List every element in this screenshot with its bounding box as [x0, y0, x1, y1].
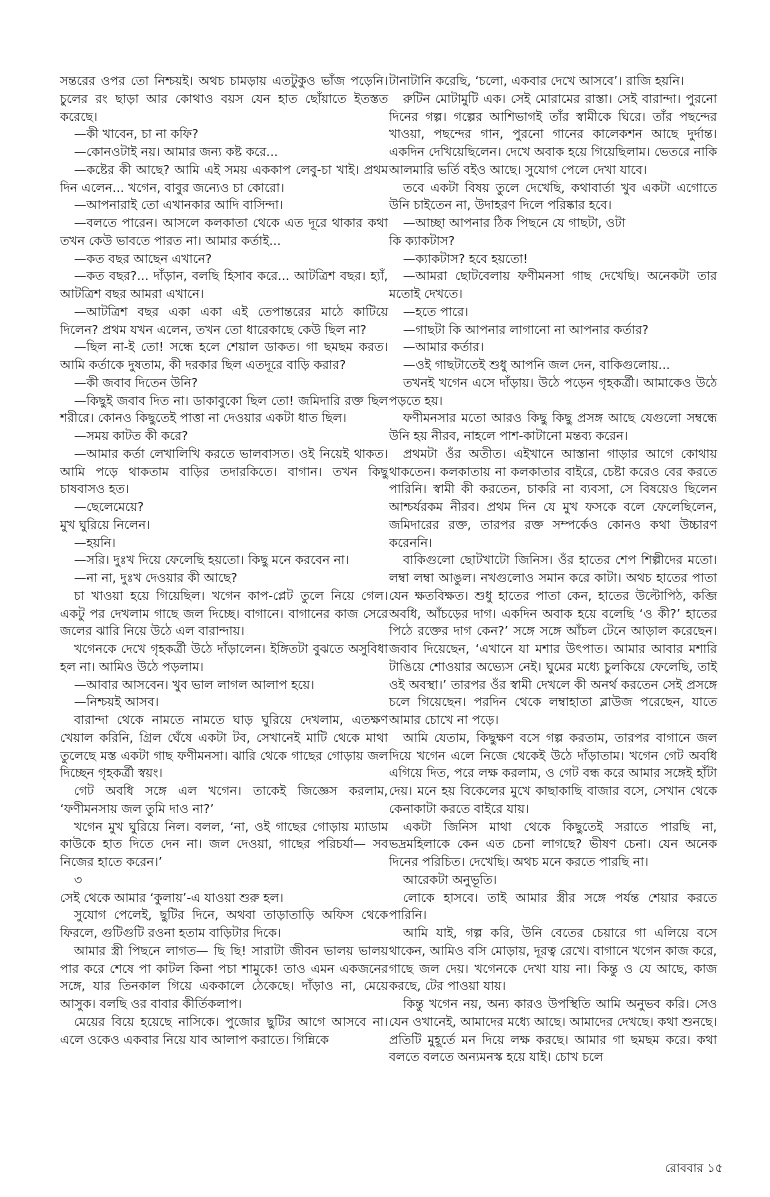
dialogue-line: —হয়নি। [74, 534, 116, 550]
paragraph: তখনই খগেন এসে দাঁড়ায়। উঠে পড়েন গৃহকর্ত্রী। আমাকেও উঠে পড়তে হয়। [389, 374, 717, 408]
dialogue-line: —কিছুই জবাব দিত না। ডাকাবুকো ছিল তো! জমিদারি রক্ত ছিল শরীরে। কোনও কিছুতেই পাত্তা না দেওয়ার একটা ধাত ছিল। [60, 392, 388, 426]
paragraph: খগেনকে দেখে গৃহকর্ত্রী উঠে দাঁড়ালেন। ইঙ্গিতটা বুঝতে অসুবিধা হল না। আমিও উঠে পড়লাম। [60, 641, 388, 674]
dialogue-line: —বলতে পারেন। আসলে কলকাতা থেকে এত দূরে থাকার কথা তখন কেউ ভাবতে পারত না। আমার কর্তাই... [60, 215, 388, 248]
dialogue-line: —গাছটা কি আপনার লাগানো না আপনার কর্তার? [403, 321, 649, 337]
dialogue-line: —হতে পারে। [403, 303, 469, 319]
dialogue-line: —কী খাবেন, চা না কফি? [74, 126, 199, 142]
dialogue-line: —আপনারাই তো এখানকার আদি বাসিন্দা। [74, 197, 284, 213]
paragraph: কিন্তু খগেন নয়, অন্য কারও উপস্থিতি আমি অনুভব করি। সেও যেন ওখানেই, আমাদের মধ্যে আছে। আমাদের দেখছে। কথা শুনছে। প্রতিটি মুহূর্তে মন দিয়ে লক্ষ করছে। আমার গা ছমছম করে। কথা বলতে বলতে অন্যমনস্ক হয়ে যাই। চোখ চলে [389, 996, 717, 1065]
dialogue-line: —ক্যাকটাস? হবে হয়তো! [403, 250, 528, 266]
dialogue-line: —আমার কর্তা লেখালিখি করতে ভালবাসত। ওই নিয়েই থাকত। আমি পড়ে থাকতাম বাড়ির তদারকিতে। বাগান। তখন কিছু চাষবাসও হত। [60, 445, 388, 497]
left-column [60, 72, 388, 1048]
paragraph: আরেকটা অনুভূতি। [403, 871, 497, 887]
paragraph: মেয়ের বিয়ে হয়েছে নাসিকে। পুজোর ছুটির আগে আসবে না। এলে ওকেও একবার নিয়ে যাব আলাপ করাতে। গিন্নিকে [60, 1013, 388, 1047]
paragraph: একটা জিনিস মাথা থেকে কিছুতেই সরাতে পারছি না, ভদ্রমহিলাকে কেন এত চেনা লাগছে? ভীষণ চেনা। যেন অনেক দিনের পরিচিত। দেখেছি। অথচ মনে করতে পারছি না। [389, 818, 717, 869]
text-line: সেই থেকে আমার ‘কুলায়’-এ যাওয়া শুরু হল। [60, 889, 284, 905]
paragraph: রুটিন মোটামুটি এক। সেই মোরামের রাস্তা। সেই বারান্দা। পুরনো দিনের গল্প। গল্পের আশিভাগই তাঁর স্বামীকে ঘিরে। তাঁর পছন্দের খাওয়া, পছন্দের গান, পুরনো গানের কালেকশন আছে দুর্দান্ত। একদিন দেখিয়েছিলেন। দেখে অবাক হয়ে গিয়েছিলাম। ভেতরে নাকি আলমারি ভর্তি বইও আছে। সুযোগ পেলে দেখা যাবে। [389, 90, 717, 177]
section-number: ৩ [74, 871, 83, 887]
dialogue-line: —ছিল না-ই তো! সন্ধে হলে শেয়াল ডাকত। গা ছমছম করত। আমি কর্তাকে দুষতাম, কী দরকার ছিল এতদূরে বাড়ি করার? [60, 339, 388, 372]
dialogue-line: —না না, দুঃখ দেওয়ার কী আছে? [74, 570, 238, 585]
paragraph: বারান্দা থেকে নামতে নামতে ঘাড় ঘুরিয়ে দেখলাম, এতক্ষণ খেয়াল করিনি, গ্রিল ঘেঁষে একটা টব, সেখানেই মাটি থেকে মাথা তুলেছে মস্ত একটা গাছ ফণীমনসা। ঝারি থেকে গাছের গোড়ায় জল দিচ্ছেন গৃহকর্ত্রী স্বয়ং। [60, 712, 388, 781]
dialogue-line: —আবার আসবেন। খুব ভাল লাগল আলাপ হয়ে। [74, 676, 315, 692]
paragraph: আমি যাই, গল্প করি, উনি বেতের চেয়ারে গা এলিয়ে বসে থাকেন, আমিও বসি মোড়ায়, দূরত্ব রেখে। বাগানে খগেন কাজ করে, গাছে জল দেয়। খগেনকে দেখা যায় না। কিন্তু ও যে আছে, কাজ করছে, টের পাওয়া যায়। [389, 925, 717, 994]
right-column [389, 72, 717, 1066]
dialogue-line: —কত বছর?... দাঁড়ান, বলছি হিসাব করে... আটত্রিশ বছর। হ্যাঁ, আটত্রিশ বছর আমরা এখানে। [60, 268, 388, 301]
dialogue-line: —আমার কর্তার। [403, 339, 484, 355]
text-line: টানাটানি করেছি, ‘চলো, একবার দেখে আসবে’। রাজি হয়নি। [389, 73, 685, 88]
dialogue-line: —আমরা ছোটবেলায় ফণীমনসা গাছ দেখেছি। অনেকটা তার মতোই দেখতে। [389, 268, 717, 301]
dialogue-line: —কত বছর আছেন এখানে? [74, 250, 212, 266]
dialogue-line: —আটত্রিশ বছর একা একা এই তেপান্তরের মাঠে কাটিয়ে দিলেন? প্রথম যখন এলেন, তখন তো ধারেকাছে কেউ ছিল না? [60, 303, 388, 337]
dialogue-line: —আচ্ছা আপনার ঠিক পিছনে যে গাছটা, ওটা [403, 215, 626, 230]
dialogue-line: —নিশ্চয়ই আসব। [74, 694, 159, 710]
paragraph: আমার স্ত্রী পিছনে লাগত— ছি ছি! সারাটা জীবন ভালয় ভালয় পার করে শেষে পা কাটল কিনা পচা শামুকে! তাও এমন একজনের সঙ্গে, যার তিনকাল গিয়ে এককালে ঠেকেছে। দাঁড়াও না, মেয়ে আসুক। বলছি ওর বাবার কীর্তিকলাপ। [60, 942, 388, 1011]
paragraph: খগেন মুখ ঘুরিয়ে নিল। বলল, ‘না, ওই গাছের গোড়ায় ম্যাডাম কাউকে হাত দিতে দেন না। জল দেওয়া, গাছের পরিচর্যা— সব নিজের হাতে করেন।’ [60, 818, 388, 869]
text-line: কি ক্যাকটাস? [389, 232, 455, 248]
dialogue-line: —সময় কাটত কী করে? [74, 428, 189, 443]
paragraph: গেট অবধি সঙ্গে এল খগেন। তাকেই জিজ্ঞেস করলাম, ‘ফণীমনসায় জল তুমি দাও না?’ [60, 783, 388, 816]
dialogue-line: —কোনওটাই নয়। আমার জন্য কষ্ট করে... [74, 144, 278, 159]
paragraph: ফণীমনসার মতো আরও কিছু কিছু প্রসঙ্গ আছে যেগুলো সম্বন্ধে উনি হয় নীরব, নাহলে পাশ-কাটানো মন্তব্য করেন। [389, 410, 717, 443]
paragraph: বাকিগুলো ছোটখাটো জিনিস। ওঁর হাতের শেপ শিল্পীদের মতো। লম্বা লম্বা আঙুল। নখগুলোও সমান করে কাটা। অথচ হাতের পাতা যেন ক্ষতবিক্ষত। শুধু হাতের পাতা কেন, হাতের উল্টোপিঠ, কব্জি অবধি, আঁচড়ের দাগ। একদিন অবাক হয়ে বলেছি ‘ও কী?’ হাতের পিঠে রক্তের দাগ কেন?’ সঙ্গে সঙ্গে আঁচল টেনে আড়াল করেছেন। জবাব দিয়েছেন, ‘এখানে যা মশার উৎপাত। আমার আবার মশারি টাঙিয়ে শোওয়ার অভ্যেস নেই। ঘুমের মধ্যে চুলকিয়ে ফেলেছি, তাই ওই অবস্থা।’ তারপর ওঁর স্বামী দেখলে কী অনর্থ করতেন সেই প্রসঙ্গে চলে গিয়েছেন। পরদিন থেকে লম্বাহাতা ব্লাউজ পরেছেন, যাতে আমার চোখে না পড়ে। [389, 552, 717, 727]
dialogue-line: —কী জবাব দিতেন উনি? [74, 374, 198, 390]
text-line: মুখ ঘুরিয়ে নিলেন। [60, 516, 151, 532]
paragraph: তবে একটা বিষয় তুলে দেখেছি, কথাবার্তা খুব একটা এগোতে উনি চাইতেন না, উদাহরণ দিলে পরিষ্কার হবে। [389, 179, 717, 213]
dialogue-line: —ছেলেমেয়ে? [74, 499, 144, 514]
page-footer: রোববার ১৫ [665, 1161, 723, 1175]
paragraph: আমি যেতাম, কিছুক্ষণ বসে গল্প করতাম, তারপর বাগানে জল দিয়ে খগেন এলে নিজে থেকেই উঠে দাঁড়াতাম। খগেন গেট অবধি এগিয়ে দিত, পরে লক্ষ করলাম, ও গেট বন্ধ করে আমার সঙ্গেই হাঁটা দেয়। মনে হয় বিকেলের মুখে কাছাকাছি বাজার বসে, সেখান থেকে কেনাকাটা করতে বাইরে যায়। [389, 729, 717, 816]
dialogue-line: —ওই গাছটাতেই শুধু আপনি জল দেন, বাকিগুলোয়... [403, 357, 671, 372]
paragraph: লোকে হাসবে। তাই আমার স্ত্রীর সঙ্গে পর্যন্ত শেয়ার করতে পারিনি। [389, 889, 717, 923]
text-line: সন্তরের ওপর তো নিশ্চয়ই। অথচ চামড়ায় এতটুকুও ভাঁজ পড়েনি। চুলের রং ছাড়া আর কোথাও বয়স যেন হাত ছোঁয়াতে ইতস্তত করেছে। [60, 73, 388, 124]
paragraph: প্রথমটা ওঁর অতীত। এইখানে আস্তানা গাড়ার আগে কোথায় থাকতেন। কলকাতায় না কলকাতার বাইরে, চেষ্টা করেও বের করতে পারিনি। স্বামী কী করতেন, চাকরি না ব্যবসা, সে বিষয়েও ছিলেন আশ্চর্যরকম নীরব। প্রথম দিন যে মুখ ফসকে বলে ফেলেছিলেন, জমিদারের রক্ত, তারপর রক্ত সম্পর্কেও কোনও কথা উচ্চারণ করেননি। [389, 445, 717, 550]
paragraph: সুযোগ পেলেই, ছুটির দিনে, অথবা তাড়াতাড়ি অফিস থেকে ফিরলে, গুটিগুটি রওনা হতাম বাড়িটার দিকে। [60, 907, 388, 940]
paragraph: চা খাওয়া হয়ে গিয়েছিল। খগেন কাপ-প্লেট তুলে নিয়ে গেল। একটু পর দেখলাম গাছে জল দিচ্ছে। বাগানে। বাগানের কাজ সেরে জলের ঝারি নিয়ে উঠে এল বারান্দায়। [60, 587, 388, 639]
dialogue-line: —সরি। দুঃখ দিয়ে ফেলেছি হয়তো। কিছু মনে করবেন না। [74, 552, 350, 568]
dialogue-line: —কষ্টের কী আছে? আমি এই সময় এককাপ লেবু-চা খাই। প্রথম দিন এলেন... খগেন, বাবুর জন্যেও চা কোরো। [60, 161, 388, 195]
